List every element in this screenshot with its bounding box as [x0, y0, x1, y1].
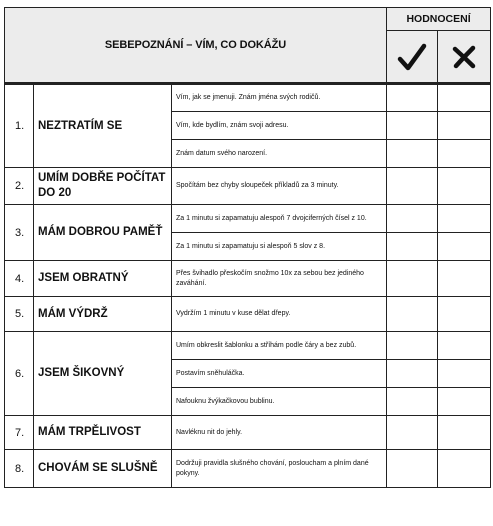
skill-title: MÁM DOBROU PAMĚŤ — [34, 205, 172, 261]
rating-no-cell[interactable] — [438, 450, 491, 488]
table-row — [5, 416, 491, 450]
rating-yes-cell[interactable] — [387, 233, 438, 261]
skill-criterion: Navléknu nit do jehly. — [172, 416, 387, 450]
rating-yes-cell[interactable] — [387, 416, 438, 450]
rating-yes-cell[interactable] — [387, 112, 438, 140]
skill-title: UMÍM DOBŘE POČÍTAT DO 20 — [34, 168, 172, 205]
skill-title: MÁM TRPĚLIVOST — [34, 416, 172, 450]
rating-yes-cell[interactable] — [387, 261, 438, 297]
rating-no-cell[interactable] — [438, 233, 491, 261]
skill-criterion: Za 1 minutu si zapamatuju alespoň 7 dvojciferných čísel z 10. — [172, 205, 387, 233]
skill-criterion: Znám datum svého narození. — [172, 140, 387, 168]
rating-no-cell[interactable] — [438, 168, 491, 205]
skill-title: CHOVÁM SE SLUŠNĚ — [34, 450, 172, 488]
rating-yes-cell[interactable] — [387, 297, 438, 332]
rating-no-cell[interactable] — [438, 112, 491, 140]
table-row — [5, 84, 491, 112]
skill-criterion: Za 1 minutu si zapamatuju si alespoň 5 slov z 8. — [172, 233, 387, 261]
skill-title: JSEM ŠIKOVNÝ — [34, 332, 172, 416]
rating-no-cell[interactable] — [438, 297, 491, 332]
skill-title: JSEM OBRATNÝ — [34, 261, 172, 297]
cross-header-cell — [438, 31, 491, 84]
skill-criterion: Postavím sněhuláčka. — [172, 360, 387, 388]
rating-no-cell[interactable] — [438, 332, 491, 360]
rating-no-cell[interactable] — [438, 416, 491, 450]
self-assessment-table — [4, 7, 491, 488]
rating-yes-cell[interactable] — [387, 84, 438, 112]
rating-yes-cell[interactable] — [387, 332, 438, 360]
rating-yes-cell[interactable] — [387, 140, 438, 168]
row-number: 3. — [5, 205, 34, 261]
skill-criterion: Vím, jak se jmenuji. Znám jména svých rodičů. — [172, 84, 387, 112]
rating-no-cell[interactable] — [438, 84, 491, 112]
skill-criterion: Vydržím 1 minutu v kuse dělat dřepy. — [172, 297, 387, 332]
table-row — [5, 450, 491, 488]
self-assessment-sheet — [4, 7, 490, 523]
skill-criterion: Přes švihadlo přeskočím snožmo 10x za sebou bez jediného zaváhání. — [172, 261, 387, 297]
checkmark-header-cell — [387, 31, 438, 84]
rating-no-cell[interactable] — [438, 360, 491, 388]
rating-header: HODNOCENÍ — [387, 8, 491, 31]
skill-criterion: Vím, kde bydlím, znám svoji adresu. — [172, 112, 387, 140]
rating-yes-cell[interactable] — [387, 388, 438, 416]
rating-yes-cell[interactable] — [387, 205, 438, 233]
row-number: 8. — [5, 450, 34, 488]
rating-no-cell[interactable] — [438, 140, 491, 168]
row-number: 2. — [5, 168, 34, 205]
row-number: 5. — [5, 297, 34, 332]
table-row — [5, 332, 491, 360]
skill-title: NEZTRATÍM SE — [34, 84, 172, 168]
row-number: 7. — [5, 416, 34, 450]
rating-yes-cell[interactable] — [387, 168, 438, 205]
table-row — [5, 168, 491, 205]
skill-criterion: Dodržuji pravidla slušného chování, posloucham a plním dané pokyny. — [172, 450, 387, 488]
table-row — [5, 205, 491, 233]
skill-criterion: Nafouknu žvýkačkovou bublinu. — [172, 388, 387, 416]
table-row — [5, 297, 491, 332]
table-row — [5, 261, 491, 297]
rating-no-cell[interactable] — [438, 261, 491, 297]
rating-yes-cell[interactable] — [387, 450, 438, 488]
cross-icon — [438, 44, 490, 70]
sheet-title: SEBEPOZNÁNÍ – VÍM, CO DOKÁŽU — [5, 8, 387, 84]
skill-criterion: Umím obkreslit šablonku a stříhám podle čáry a bez zubů. — [172, 332, 387, 360]
rating-no-cell[interactable] — [438, 205, 491, 233]
rating-no-cell[interactable] — [438, 388, 491, 416]
row-number: 1. — [5, 84, 34, 168]
row-number: 6. — [5, 332, 34, 416]
row-number: 4. — [5, 261, 34, 297]
skill-title: MÁM VÝDRŽ — [34, 297, 172, 332]
checkmark-icon — [387, 42, 437, 72]
skill-criterion: Spočítám bez chyby sloupeček příkladů za 3 minuty. — [172, 168, 387, 205]
rating-yes-cell[interactable] — [387, 360, 438, 388]
